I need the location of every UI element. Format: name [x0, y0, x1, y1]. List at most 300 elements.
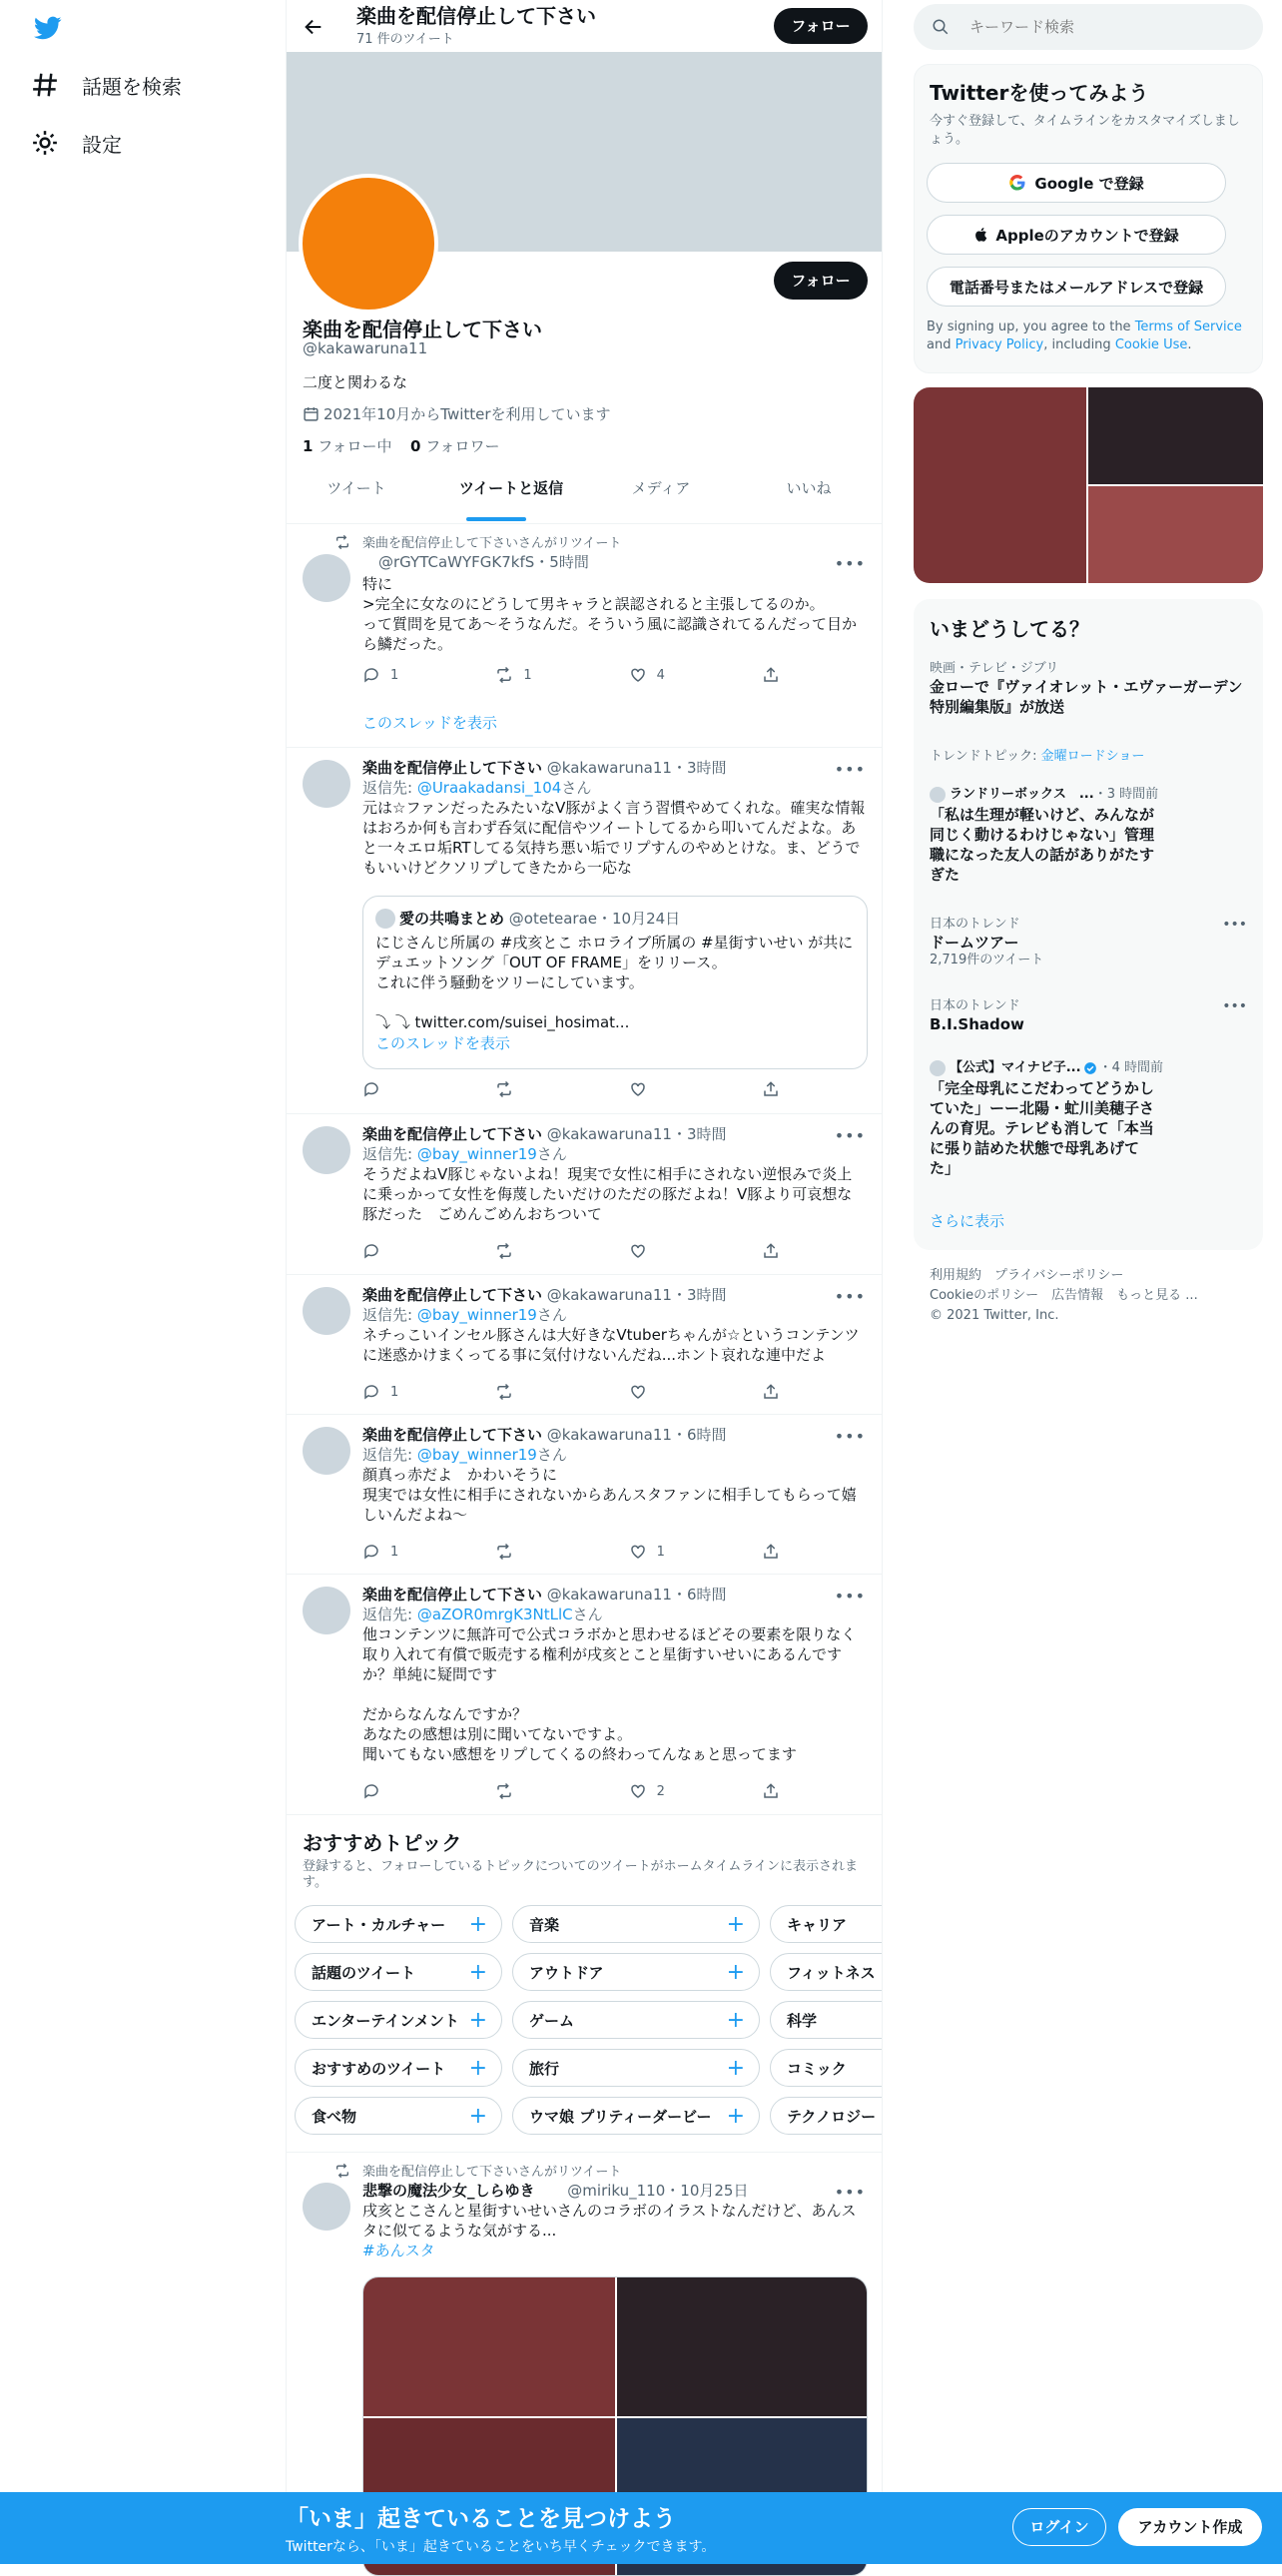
- topic-label: 音楽: [529, 1915, 560, 1934]
- tweet-author[interactable]: [362, 1124, 866, 1144]
- search-input[interactable]: [969, 14, 1249, 40]
- signup-title: Twitterを使ってみよう: [930, 81, 1149, 105]
- share-icon: [762, 1383, 780, 1401]
- reply-button[interactable]: [362, 1383, 472, 1401]
- gear-icon: [30, 128, 60, 158]
- reply-icon: [362, 1383, 380, 1401]
- reply-count: 1: [390, 667, 399, 683]
- topic-chip[interactable]: [512, 1905, 760, 1943]
- signup-button[interactable]: アカウント作成: [1118, 2508, 1262, 2546]
- search-icon: [932, 18, 950, 36]
- trend-category: 映画・テレビ・ジブリ: [930, 661, 1059, 676]
- twitter-logo-icon[interactable]: [32, 14, 64, 42]
- trend-source: [930, 787, 1247, 803]
- like-count: 2: [656, 1783, 665, 1799]
- google-signup-button[interactable]: [927, 163, 1226, 203]
- share-icon: [762, 1080, 780, 1098]
- header-title: 楽曲を配信停止して下さい: [356, 4, 596, 28]
- author-handle: @kakawaruna11: [546, 1586, 672, 1604]
- trend-count: 2,719件のツイート: [930, 953, 1044, 967]
- trend-title: 金ローで『ヴァイオレット・エヴァーガーデン 特別編集版』が放送: [930, 678, 1243, 716]
- tweet-time: ・10月25日: [665, 2182, 749, 2200]
- topic-label: 話題のツイート: [312, 1963, 415, 1982]
- tweet-text: 戌亥とこさんと星街すいせいさんのコラボのイラストなんだけど、あんスタに似てるような気がする...: [362, 2202, 857, 2240]
- author-name: 楽曲を配信停止して下さい: [362, 1125, 543, 1143]
- retweet-icon: [495, 1383, 513, 1401]
- profile-joined: [303, 403, 611, 424]
- active-tab-indicator: [466, 517, 526, 521]
- retweet-context-text: 楽曲を配信停止して下さいさんがリツイート: [362, 536, 622, 551]
- right-sidebar: [883, 0, 1282, 2564]
- reply-context: [362, 778, 866, 798]
- share-button[interactable]: [762, 666, 802, 684]
- tweet-text: そうだよねV豚じゃないよね！現実で女性に相手にされない逆恨みで炎上に乗っかって女性を侮蔑したいだけのただの豚だよね！V豚より可哀想な豚だった ごめんごめんおちついて: [362, 1165, 853, 1223]
- topic-chip[interactable]: [295, 2049, 502, 2087]
- tweet[interactable]: [287, 1114, 882, 1275]
- topic-chip[interactable]: [770, 1905, 882, 1943]
- tweet-author[interactable]: [362, 1585, 866, 1605]
- avatar[interactable]: [303, 554, 350, 602]
- reply-to-link[interactable]: @bay_winner19: [416, 1145, 537, 1163]
- following-label: フォロー中: [318, 437, 392, 455]
- source-time: ・4 時間前: [1098, 1060, 1163, 1075]
- topic-chip[interactable]: [770, 2001, 882, 2039]
- topics-description: 登録すると、フォローしているトピックについてのツイートがホームタイムラインに表示されます。: [303, 1859, 859, 1890]
- retweet-button[interactable]: [495, 1782, 605, 1800]
- quoted-show-thread[interactable]: このスレッドを表示: [375, 1034, 510, 1052]
- google-signup-label: Google で登録: [1034, 174, 1144, 193]
- nav-explore-label: 話題を検索: [82, 74, 182, 99]
- retweet-context: [334, 532, 621, 551]
- topic-label: 科学: [787, 2011, 818, 2030]
- login-prompt-bar: [0, 2492, 1282, 2564]
- trends-title: いまどうしてる？: [930, 617, 1089, 641]
- media-image[interactable]: [617, 2277, 868, 2416]
- apple-signup-label: Appleのアカウントで登録: [995, 226, 1179, 245]
- profile-header-bar: [287, 0, 882, 52]
- source-avatar: [930, 1060, 946, 1076]
- tweet-text: 特に >完全に女なのにどうして男キャラと誤認されると主張してるのか。 って質問を見てあ〜そうなんだ。そういう風に認識されてるんだって目から鱗だった。: [362, 575, 858, 653]
- phone-email-signup-button[interactable]: [927, 267, 1226, 307]
- reply-button[interactable]: [362, 1543, 472, 1561]
- avatar[interactable]: [303, 1287, 350, 1335]
- signup-panel: [914, 64, 1263, 373]
- retweet-context-text: 楽曲を配信停止して下さいさんがリツイート: [362, 2165, 622, 2180]
- bottom-bar-subtitle: Twitterなら、「いま」起きていることをいち早くチェックできます。: [286, 2539, 716, 2555]
- tweet-actions: [362, 1080, 802, 1098]
- tweet-author[interactable]: [362, 552, 866, 572]
- more-icon[interactable]: •••: [834, 2183, 866, 2202]
- profile-joined-text: 2021年10月からTwitterを利用しています: [323, 405, 611, 423]
- heart-icon: [629, 1080, 647, 1098]
- profile-following[interactable]: [303, 435, 391, 456]
- tweet[interactable]: [287, 524, 882, 748]
- nav-explore[interactable]: [30, 70, 182, 100]
- tweet-author[interactable]: [362, 1425, 866, 1445]
- login-button[interactable]: ログイン: [1012, 2508, 1106, 2546]
- reply-label: 返信先:: [362, 1446, 417, 1464]
- like-count: 1: [656, 1544, 665, 1560]
- media-image[interactable]: [914, 387, 1086, 583]
- reply-label: 返信先:: [362, 1306, 417, 1324]
- plus-icon: +: [726, 1959, 745, 1985]
- signup-legal: [927, 319, 1252, 354]
- cookie-link[interactable]: Cookie Use: [1114, 337, 1188, 352]
- tweet-actions: [362, 666, 802, 684]
- followers-count: 0: [410, 437, 421, 455]
- quoted-author-name: 愛の共鳴まとめ: [399, 910, 505, 928]
- tweet-time: ・5時間: [534, 553, 589, 571]
- author-name: 楽曲を配信停止して下さい: [362, 1586, 543, 1604]
- trend-category-label: トレンドトピック:: [930, 749, 1041, 764]
- tweet-time: ・3時間: [671, 1286, 727, 1304]
- profile-followers[interactable]: [410, 435, 499, 456]
- reply-suffix: さん: [536, 1306, 567, 1324]
- more-icon[interactable]: •••: [1222, 917, 1247, 933]
- tweet-text: 他コンテンツに無許可で公式コラボかと思わせるほどその要素を限りなく取り入れて有償で販売する権利が戌亥とこと星街すいせいにあるんですか？単純に疑問です だからなんなんですか？ あなたの感想は別に聞いてないですよ。 聞いてもない感想をリプしてくるの終わってんなぁと思ってます: [362, 1625, 857, 1763]
- author-name: 楽曲を配信停止して下さい: [362, 1426, 543, 1444]
- trend-title: 「私は生理が軽いけど、みんなが同じく動けるわけじゃない」管理職になった友人の話がありがたすぎた: [930, 806, 1155, 884]
- topic-chip[interactable]: [295, 2001, 502, 2039]
- heart-icon: [629, 1383, 647, 1401]
- author-name: 楽曲を配信停止して下さい: [362, 1286, 543, 1304]
- share-button[interactable]: [762, 1242, 802, 1260]
- phone-email-signup-label: 電話番号またはメールアドレスで登録: [949, 278, 1204, 297]
- reply-to-link[interactable]: @aZOR0mrgK3NtLlC: [416, 1606, 573, 1623]
- tweet-text: 元は☆ファンだったみたいなV豚がよく言う習慣やめてくれな。確実な情報はおろか何も言わず呑気に配信やツイートしてるから叩いてんだよな。あと一々エロ垢RTしてる気持ち悪い垢でリプすんのやめとけな。ま、どうでもいいけどクソリプしてきたから一応な: [362, 799, 866, 877]
- avatar[interactable]: [303, 1587, 350, 1634]
- reply-label: 返信先:: [362, 1145, 417, 1163]
- tweet-actions: [362, 1782, 802, 1800]
- hashtag-link[interactable]: #あんスタ: [362, 2242, 435, 2259]
- retweet-icon: [334, 2163, 350, 2179]
- source-avatar: [930, 787, 946, 803]
- trend-category: 日本のトレンド: [930, 998, 1020, 1013]
- media-image[interactable]: [1088, 486, 1263, 583]
- like-button[interactable]: [629, 1543, 739, 1561]
- trend-title: 「完全母乳にこだわってどうかしていた」ーー北陽・虻川美穂子さんの育児。テレビも消して「本当に張り詰めた状態で母乳あげてた」: [930, 1079, 1155, 1177]
- author-handle: @kakawaruna11: [546, 1286, 672, 1304]
- more-icon[interactable]: •••: [834, 1287, 866, 1306]
- source-name: 【公式】マイナビ子...: [950, 1060, 1081, 1075]
- signup-description: 今すぐ登録して、タイムラインをカスタマイズしましょう。: [930, 114, 1240, 147]
- share-icon: [762, 1242, 780, 1260]
- topic-chip[interactable]: [512, 2001, 760, 2039]
- google-icon: [1008, 174, 1026, 192]
- following-count: 1: [303, 437, 314, 455]
- like-button[interactable]: [629, 666, 739, 684]
- avatar[interactable]: [303, 1126, 350, 1174]
- topic-label: エンターテインメント: [312, 2011, 459, 2030]
- topic-chip[interactable]: [295, 1953, 502, 1991]
- footer-terms-link[interactable]: 利用規約: [930, 1268, 982, 1283]
- topic-chip[interactable]: [770, 2049, 882, 2087]
- retweet-icon: [495, 1782, 513, 1800]
- legal-text: .: [1187, 337, 1192, 352]
- recommended-topics: [287, 1815, 882, 2153]
- retweet-button[interactable]: [495, 666, 605, 684]
- like-button[interactable]: [629, 1782, 739, 1800]
- hashtag-icon: [30, 70, 60, 100]
- retweet-button[interactable]: [495, 1080, 605, 1098]
- profile-bio: 二度と関わるな: [303, 373, 408, 391]
- reply-button[interactable]: [362, 1242, 472, 1260]
- reply-icon: [362, 1543, 380, 1561]
- nav-settings-label: 設定: [82, 132, 122, 157]
- footer-links: [930, 1266, 1249, 1326]
- bottom-bar-title: 「いま」起きていることを見つけよう: [286, 2506, 676, 2532]
- quoted-author-handle: @otetearae: [508, 910, 597, 928]
- plus-icon: +: [468, 2055, 487, 2081]
- quoted-text: にじさんじ所属の #戌亥とこ ホロライブ所属の #星街すいせい が共にデュエットソング「OUT OF FRAME」をリリース。 これに伴う騒動をツリーにしています。 ⤵ ⤵ twitter.com/suisei_hosimat...: [375, 934, 854, 1031]
- apple-icon: [973, 226, 989, 244]
- reply-icon: [362, 1242, 380, 1260]
- author-handle: @miriku_110: [567, 2182, 666, 2200]
- tab-media[interactable]: メディア: [631, 479, 691, 497]
- reply-suffix: さん: [536, 1145, 567, 1163]
- more-icon[interactable]: •••: [1222, 998, 1247, 1014]
- reply-suffix: さん: [572, 1606, 603, 1623]
- avatar[interactable]: [303, 2183, 350, 2231]
- heart-icon: [629, 1782, 647, 1800]
- tweet-author[interactable]: [362, 1285, 866, 1305]
- apple-signup-button[interactable]: [927, 215, 1226, 255]
- followers-label: フォロワー: [425, 437, 500, 455]
- more-icon[interactable]: •••: [834, 1587, 866, 1606]
- reply-to-link[interactable]: @bay_winner19: [416, 1306, 537, 1324]
- author-handle: @kakawaruna11: [546, 1426, 672, 1444]
- reply-icon: [362, 1080, 380, 1098]
- plus-icon: +: [468, 1959, 487, 1985]
- retweet-icon: [495, 666, 513, 684]
- source-name: ランドリーボックス ...: [950, 787, 1094, 802]
- tweet[interactable]: [287, 748, 882, 1114]
- topic-chip[interactable]: [295, 1905, 502, 1943]
- topic-label: キャリア: [787, 1915, 848, 1934]
- more-icon[interactable]: •••: [834, 1126, 866, 1145]
- footer-more-link[interactable]: もっと見る ...: [1116, 1288, 1198, 1303]
- tweet[interactable]: [287, 1275, 882, 1415]
- footer-copyright: © 2021 Twitter, Inc.: [930, 1308, 1059, 1323]
- tweet-time: ・6時間: [671, 1586, 727, 1604]
- trend-topic-link[interactable]: 金曜ロードショー: [1040, 749, 1145, 764]
- author-handle: @kakawaruna11: [546, 1125, 672, 1143]
- profile-avatar[interactable]: [299, 174, 438, 314]
- reply-suffix: さん: [536, 1446, 567, 1464]
- tweet-author[interactable]: [362, 758, 866, 778]
- tos-link[interactable]: Terms of Service: [1134, 320, 1242, 334]
- reply-label: 返信先:: [362, 779, 417, 797]
- trend-source: [930, 1060, 1247, 1076]
- reply-to-link[interactable]: @Uraakadansi_104: [416, 779, 562, 797]
- retweet-icon: [495, 1543, 513, 1561]
- topic-chip[interactable]: [770, 1953, 882, 1991]
- trends-panel: [914, 599, 1263, 1250]
- legal-text: , including: [1043, 337, 1115, 352]
- footer-cookie-link[interactable]: Cookieのポリシー: [930, 1288, 1039, 1303]
- like-button[interactable]: [629, 1080, 739, 1098]
- heart-icon: [629, 666, 647, 684]
- topic-label: コミック: [787, 2059, 847, 2078]
- footer-ads-link[interactable]: 広告情報: [1051, 1288, 1104, 1303]
- reply-count: 1: [390, 1384, 399, 1400]
- topic-chip[interactable]: [512, 2049, 760, 2087]
- topic-label: アウトドア: [529, 1963, 604, 1982]
- topic-label: 旅行: [529, 2059, 560, 2078]
- trend-news[interactable]: [930, 787, 1247, 885]
- reply-button[interactable]: [362, 666, 472, 684]
- left-nav: [0, 0, 286, 2564]
- quoted-tweet[interactable]: [362, 896, 868, 1069]
- like-button[interactable]: [629, 1383, 739, 1401]
- avatar: [375, 909, 395, 929]
- trend-category: [930, 749, 1247, 765]
- media-preview-grid[interactable]: [914, 387, 1263, 583]
- trend-topic[interactable]: [930, 749, 1247, 765]
- reply-context: [362, 1305, 866, 1325]
- profile-timeline: [286, 0, 883, 2564]
- profile-handle: @kakawaruna11: [303, 339, 428, 357]
- share-icon: [762, 1782, 780, 1800]
- topic-label: ゲーム: [529, 2011, 575, 2030]
- like-button[interactable]: [629, 1242, 739, 1260]
- share-button[interactable]: [762, 1543, 802, 1561]
- avatar[interactable]: [303, 1427, 350, 1475]
- trend-category: 日本のトレンド: [930, 917, 1020, 932]
- author-handle: @kakawaruna11: [546, 759, 672, 777]
- retweet-button[interactable]: [495, 1383, 605, 1401]
- profile-name: 楽曲を配信停止して下さい: [303, 318, 542, 341]
- retweet-button[interactable]: [495, 1543, 605, 1561]
- topic-label: フィットネス: [787, 1963, 876, 1982]
- show-more-link[interactable]: さらに表示: [930, 1212, 1005, 1230]
- tweet-text: 顔真っ赤だよ かわいそうに 現実では女性に相手にされないからあんスタファンに相手してもらって嬉しいんだよね〜: [362, 1466, 857, 1524]
- tab-tweets-and-replies[interactable]: ツイートと返信: [458, 479, 564, 497]
- tweet[interactable]: [287, 1575, 882, 1815]
- share-button[interactable]: [762, 1782, 802, 1800]
- media-image[interactable]: [1088, 387, 1263, 484]
- retweet-icon: [334, 534, 350, 550]
- header-tweet-count: 71 件のツイート: [356, 32, 454, 47]
- quoted-author: [399, 909, 855, 929]
- retweet-icon: [495, 1080, 513, 1098]
- heart-icon: [629, 1242, 647, 1260]
- topic-chip[interactable]: [770, 2097, 882, 2135]
- retweet-count: 1: [523, 667, 532, 683]
- share-button[interactable]: [762, 1383, 802, 1401]
- search-box[interactable]: [914, 4, 1263, 50]
- reply-count: 1: [390, 1544, 399, 1560]
- legal-text: and: [927, 337, 956, 352]
- topic-label: アート・カルチャー: [312, 1915, 446, 1934]
- reply-label: 返信先:: [362, 1606, 417, 1623]
- topic-label: ウマ娘 プリティーダービー: [529, 2107, 712, 2126]
- back-arrow-icon[interactable]: [303, 16, 324, 38]
- topic-chip[interactable]: [512, 1953, 760, 1991]
- more-icon[interactable]: •••: [834, 760, 866, 779]
- plus-icon: +: [726, 1911, 745, 1937]
- tweet-time: ・3時間: [671, 759, 727, 777]
- trend-item[interactable]: [930, 661, 1247, 717]
- plus-icon: +: [468, 2007, 487, 2033]
- share-button[interactable]: [762, 1080, 802, 1098]
- author-name: 悲撃の魔法少女_しらゆき: [362, 2182, 535, 2200]
- tweet-actions: [362, 1383, 802, 1401]
- tweet[interactable]: [287, 1415, 882, 1575]
- share-icon: [762, 1543, 780, 1561]
- more-icon[interactable]: •••: [834, 1427, 866, 1446]
- trend-title: B.I.Shadow: [930, 1015, 1024, 1033]
- avatar[interactable]: [303, 760, 350, 808]
- topic-label: 食べ物: [312, 2107, 357, 2126]
- topic-chip[interactable]: [512, 2097, 760, 2135]
- nav-settings[interactable]: [30, 128, 122, 158]
- source-time: ・3 時間前: [1093, 787, 1159, 802]
- tweet-author[interactable]: [362, 2181, 866, 2201]
- plus-icon: +: [726, 2103, 745, 2129]
- verified-badge-icon: [1083, 1061, 1097, 1075]
- author-handle: @rGYTCaWYFGK7kfS: [378, 553, 535, 571]
- legal-text: By signing up, you agree to the: [927, 320, 1135, 334]
- like-count: 4: [656, 667, 665, 683]
- media-image[interactable]: [363, 2277, 615, 2416]
- topic-chip[interactable]: [295, 2097, 502, 2135]
- topic-label: テクノロジー: [787, 2107, 877, 2126]
- quoted-time: ・10月24日: [596, 910, 681, 928]
- trend-item[interactable]: [930, 917, 1247, 968]
- share-icon: [762, 666, 780, 684]
- reply-context: [362, 1445, 866, 1465]
- reply-context: [362, 1144, 866, 1164]
- tab-likes[interactable]: いいね: [786, 479, 832, 497]
- topic-label: おすすめのツイート: [312, 2059, 446, 2078]
- reply-button[interactable]: [362, 1782, 472, 1800]
- tab-tweets[interactable]: ツイート: [326, 479, 386, 497]
- reply-context: [362, 1605, 866, 1624]
- reply-to-link[interactable]: @bay_winner19: [416, 1446, 537, 1464]
- privacy-link[interactable]: Privacy Policy: [955, 337, 1044, 352]
- footer-privacy-link[interactable]: プライバシーポリシー: [994, 1268, 1124, 1283]
- tweet-actions: [362, 1242, 802, 1260]
- tweet-time: ・6時間: [671, 1426, 727, 1444]
- trend-news[interactable]: [930, 1060, 1247, 1178]
- profile-follow-button[interactable]: フォロー: [774, 262, 868, 300]
- reply-button[interactable]: [362, 1080, 472, 1098]
- tweet-actions: [362, 1543, 802, 1561]
- plus-icon: +: [468, 1911, 487, 1937]
- plus-icon: +: [726, 2055, 745, 2081]
- tweet-time: ・3時間: [671, 1125, 727, 1143]
- tweet-text: ネチっこいインセル豚さんは大好きなVtuberちゃんが☆というコンテンツに迷惑かけまくってる事に気付けないんだね...ホント哀れな連中だよ: [362, 1326, 860, 1364]
- reply-icon: [362, 1782, 380, 1800]
- author-name: 楽曲を配信停止して下さい: [362, 759, 543, 777]
- reply-icon: [362, 666, 380, 684]
- plus-icon: +: [726, 2007, 745, 2033]
- header-follow-button[interactable]: フォロー: [774, 8, 868, 44]
- heart-icon: [629, 1543, 647, 1561]
- trend-item[interactable]: [930, 998, 1247, 1034]
- retweet-icon: [495, 1242, 513, 1260]
- show-thread-link[interactable]: このスレッドを表示: [362, 714, 497, 732]
- calendar-icon: [303, 405, 320, 422]
- more-icon[interactable]: •••: [834, 554, 866, 573]
- retweet-context: [334, 2161, 621, 2180]
- reply-suffix: さん: [561, 779, 592, 797]
- retweet-button[interactable]: [495, 1242, 605, 1260]
- topics-title: おすすめトピック: [303, 1831, 462, 1855]
- plus-icon: +: [468, 2103, 487, 2129]
- trend-title: ドームツアー: [930, 934, 1019, 952]
